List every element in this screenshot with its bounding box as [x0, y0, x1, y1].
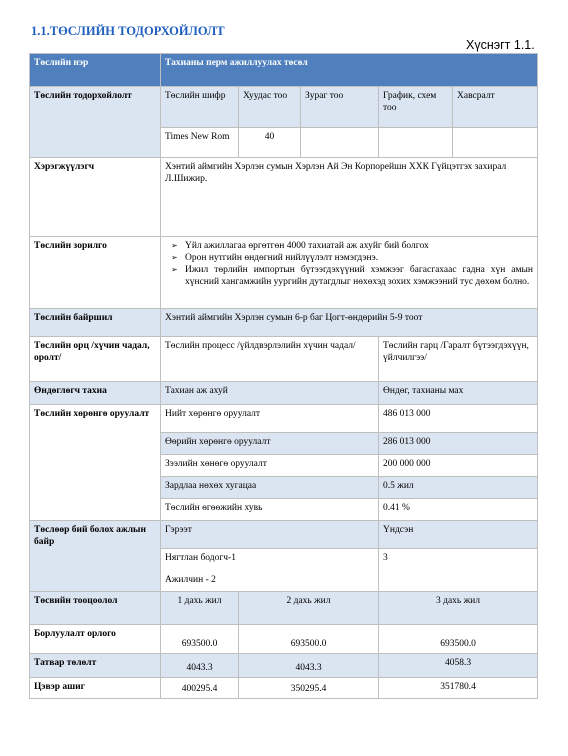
schedule-cell: 693500.0	[379, 625, 538, 654]
schedule-cell: 693500.0	[161, 625, 239, 654]
schedule-row	[30, 625, 538, 654]
description-label: Төслийн тодорхойлолт	[30, 87, 161, 158]
description-col-2: Хуудас тоо	[239, 87, 301, 128]
schedule-row	[30, 678, 538, 699]
jobs-detail-line: Нягтлан бодогч-1	[165, 553, 236, 563]
purpose-item: ➢ Ижил төрлийн импортын бүтээгдэхүүний хэмжээг багасгахаас гадна хүн амын хүнсний хангамжийн уургийн дутагдлыг нөхөхэд зохих хэмжээний тус дөхөм болно.	[171, 264, 533, 288]
sector-label: Өндөглөгч тахиа	[30, 382, 161, 405]
sector-col3: Өндөг, тахианы мах	[379, 382, 538, 405]
schedule-year: 3 дахь жил	[379, 592, 538, 625]
description-row	[30, 87, 538, 128]
project-table	[29, 53, 538, 699]
appendix-label: Хүснэгт 1.1.	[466, 38, 535, 52]
description-val-5	[453, 128, 538, 158]
table-header-row	[30, 54, 538, 87]
finance-value: 200 000 000	[379, 455, 538, 477]
schedule-row-label: Борлуулалт орлого	[30, 625, 161, 654]
finance-name: Нийт хөрөнгө оруулалт	[161, 405, 379, 433]
schedule-year: 2 дахь жил	[239, 592, 379, 625]
purpose-list	[161, 237, 538, 309]
location-row	[30, 309, 538, 337]
schedule-cell: 4043.3	[239, 654, 379, 678]
finance-name: Зээлийн хөнөгө оруулалт	[161, 455, 379, 477]
client-value: Хэнтий аймгийн Хэрлэн сумын Хэрлэн Ай Эн Корпорейшн ХХК Гүйцэтгэх захирал Л.Шижир.	[161, 158, 538, 237]
jobs-row	[30, 521, 538, 549]
inputs-output: Төслийн гарц /Гаралт бүтээгдэхүүн, үйлчилгээ/	[379, 337, 538, 382]
schedule-cell: 4058.3	[379, 654, 538, 678]
header-label: Төслийн нэр	[30, 54, 161, 87]
description-col-3: Зураг тоо	[301, 87, 379, 128]
finance-value: 486 013 000	[379, 405, 538, 433]
finance-value: 286 013 000	[379, 433, 538, 455]
schedule-header-row	[30, 592, 538, 625]
jobs-label: Төслөөр бий болох ажлын байр	[30, 521, 161, 592]
schedule-cell: 350295.4	[239, 678, 379, 699]
purpose-item: ➢ Үйл ажиллагаа өргөтгөн 4000 тахиатай аж ахуйг бий болгох	[171, 240, 533, 252]
purpose-row	[30, 237, 538, 309]
jobs-detail	[161, 549, 379, 592]
client-label: Хэрэгжүүлэгч	[30, 158, 161, 237]
schedule-row-label: Цэвэр ашиг	[30, 678, 161, 699]
location-label: Төслийн байршил	[30, 309, 161, 337]
schedule-label: Төсвийн тооцоолол	[30, 592, 161, 625]
inputs-process: Төслийн процесс /үйлдвэрлэлийн хүчин чадал/	[161, 337, 379, 382]
inputs-row	[30, 337, 538, 382]
jobs-detail-line: Ажилчин - 2	[165, 575, 216, 585]
finance-name: Өөрийн хөрөнгө оруулалт	[161, 433, 379, 455]
finance-value: 0.41 %	[379, 499, 538, 521]
page-title: 1.1.ТӨСЛИЙН ТОДОРХОЙЛОЛТ	[31, 24, 225, 38]
finance-label: Төслийн хөрөнгө оруулалт	[30, 405, 161, 521]
jobs-col3: Үндсэн	[379, 521, 538, 549]
schedule-year: 1 дахь жил	[161, 592, 239, 625]
client-row	[30, 158, 538, 237]
jobs-count: 3	[379, 549, 538, 592]
description-val-4	[379, 128, 453, 158]
purpose-item: ➢ Орон нутгийн өндөгний нийлүүлэлт нэмэгдэнэ.	[171, 252, 533, 264]
schedule-row	[30, 654, 538, 678]
description-col-4: График, схем тоо	[379, 87, 453, 128]
schedule-cell: 351780.4	[379, 678, 538, 699]
finance-name: Төслийн өгөөжийн хувь	[161, 499, 379, 521]
inputs-label: Төслийн орц /хүчин чадал, оролт/	[30, 337, 161, 382]
description-val-1: Times New Rom	[161, 128, 239, 158]
header-value: Тахианы перм ажиллуулах төсөл	[161, 54, 538, 87]
finance-row	[30, 405, 538, 433]
sector-col2: Тахиан аж ахуй	[161, 382, 379, 405]
schedule-cell: 693500.0	[239, 625, 379, 654]
purpose-label: Төслийн зорилго	[30, 237, 161, 309]
description-col-5: Хавсралт	[453, 87, 538, 128]
description-val-3	[301, 128, 379, 158]
schedule-cell: 4043.3	[161, 654, 239, 678]
description-val-2: 40	[239, 128, 301, 158]
schedule-row-label: Татвар төлөлт	[30, 654, 161, 678]
sector-row	[30, 382, 538, 405]
finance-name: Зардлаа нөхөх хугацаа	[161, 477, 379, 499]
location-value: Хэнтий аймгийн Хэрлэн сумын 6-р баг Цогт-өндөрийн 5-9 тоот	[161, 309, 538, 337]
schedule-cell: 400295.4	[161, 678, 239, 699]
finance-value: 0.5 жил	[379, 477, 538, 499]
jobs-col2: Гэрээт	[161, 521, 379, 549]
description-col-1: Төслийн шифр	[161, 87, 239, 128]
